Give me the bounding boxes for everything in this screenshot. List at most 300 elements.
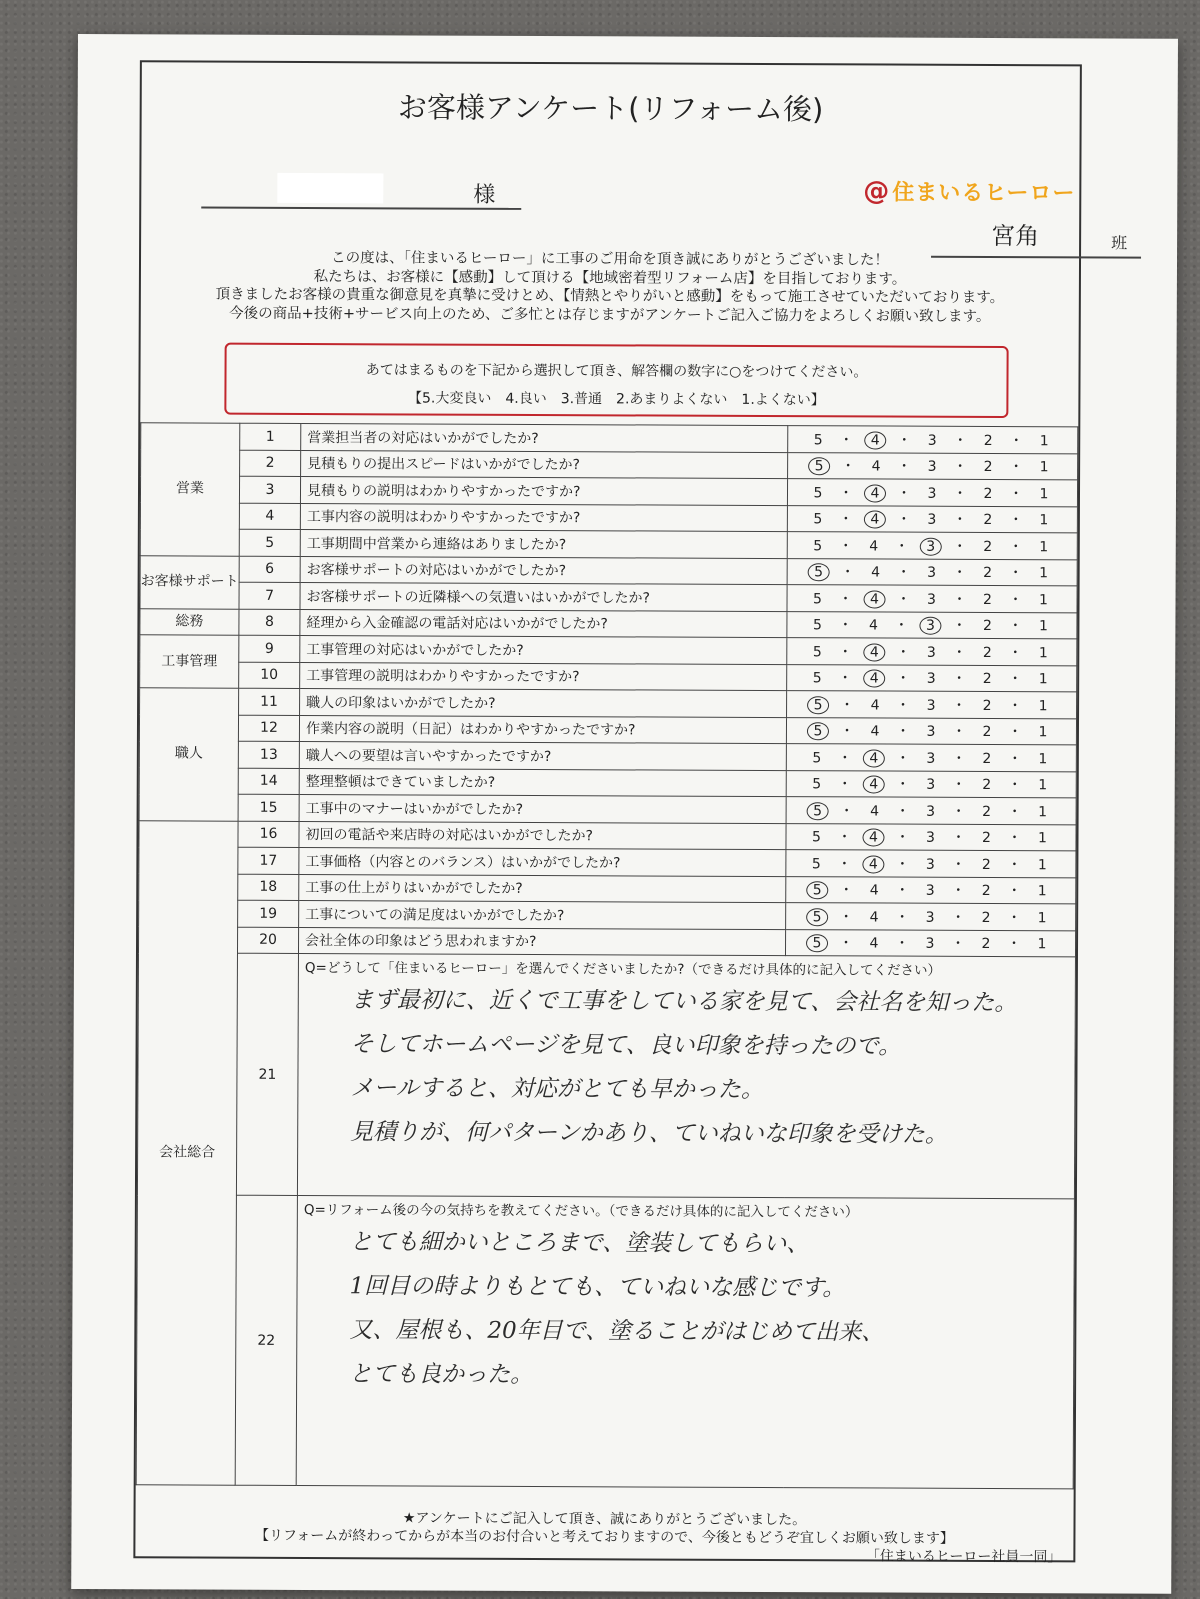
separator-dot: ・ [839, 432, 854, 449]
question-number: 16 [238, 821, 299, 848]
question-text: 工事中のマナーはいかがでしたか? [299, 794, 786, 823]
separator-dot: ・ [952, 565, 967, 582]
question-text: 営業担当者の対応はいかがでしたか? [301, 423, 788, 452]
question-number: 11 [239, 688, 300, 715]
rating-option[interactable]: 2 [983, 485, 993, 502]
rating-scale [787, 532, 1077, 560]
rating-scale [787, 479, 1077, 507]
free-answer-cell[interactable] [297, 953, 1075, 1198]
question-text: 見積もりの説明はわかりやすかったですか? [300, 476, 787, 505]
rating-option[interactable]: 5 [812, 617, 822, 634]
rating-option[interactable]: 4 [864, 590, 886, 608]
separator-dot: ・ [1008, 644, 1023, 661]
separator-dot: ・ [840, 697, 855, 714]
separator-dot: ・ [951, 830, 966, 847]
separator-dot: ・ [952, 671, 967, 688]
rating-option[interactable]: 3 [927, 591, 937, 608]
rating-option[interactable]: 3 [919, 617, 941, 635]
rating-legend: 【5.大変良い 4.良い 3.普通 2.あまりよくない 1.よくない】 [407, 390, 825, 409]
separator-dot: ・ [896, 485, 912, 502]
rating-option[interactable]: 4 [863, 749, 885, 767]
question-text: 工事内容の説明はわかりやすかったですか? [300, 503, 787, 532]
separator-dot: ・ [1008, 618, 1023, 635]
separator-dot: ・ [951, 909, 966, 926]
instruction-text: あてはまるものを下記から選択して頂き、解答欄の数字に○をつけてください。 [365, 362, 868, 381]
rating-option[interactable]: 2 [981, 909, 991, 926]
team-name-handwritten: 宮角 [991, 221, 1040, 251]
table-row [139, 767, 1076, 798]
rating-scale [787, 691, 1077, 719]
separator-dot: ・ [839, 909, 854, 926]
rating-option[interactable]: 5 [808, 457, 830, 475]
separator-dot: ・ [841, 458, 856, 475]
rating-option[interactable]: 3 [926, 776, 936, 793]
rating-option[interactable]: 5 [813, 484, 823, 502]
rating-option[interactable]: 4 [871, 458, 881, 475]
question-text: 経理から入金確認の電話対応はいかがでしたか? [300, 609, 787, 638]
table-row [140, 529, 1077, 560]
table-row [140, 555, 1077, 586]
rating-scale [788, 452, 1078, 480]
separator-dot: ・ [838, 670, 853, 687]
separator-dot: ・ [1007, 777, 1022, 794]
separator-dot: ・ [895, 856, 910, 873]
rating-scale [786, 744, 1076, 772]
handwritten-line: メールすると、対応がとても早かった。 [350, 1075, 765, 1104]
customer-name-line [201, 169, 521, 210]
separator-dot: ・ [895, 750, 910, 767]
category-label: 総務 [140, 608, 239, 635]
rating-option[interactable]: 1 [1039, 538, 1049, 555]
rating-option[interactable]: 5 [811, 829, 821, 846]
separator-dot: ・ [895, 776, 910, 793]
rating-scale [787, 558, 1077, 586]
separator-dot: ・ [896, 670, 911, 687]
rating-option[interactable]: 1 [1038, 724, 1048, 741]
separator-dot: ・ [1007, 750, 1022, 767]
question-text: 職人の印象はいかがでしたか? [300, 688, 787, 717]
rating-option[interactable]: 4 [862, 855, 884, 873]
rating-option[interactable]: 1 [1039, 512, 1049, 529]
rating-option[interactable]: 2 [982, 644, 992, 661]
rating-option[interactable]: 5 [806, 881, 828, 899]
separator-dot: ・ [951, 936, 966, 953]
separator-dot: ・ [1008, 565, 1023, 582]
rating-option[interactable]: 3 [926, 803, 936, 820]
rating-option[interactable]: 5 [813, 511, 823, 528]
rating-option[interactable]: 4 [869, 935, 879, 952]
table-row [139, 794, 1076, 825]
table-row [136, 1195, 1074, 1489]
intro-line: この度は、「住まいるヒーロー」に工事のご用命を頂き誠にありがとうございました！ [331, 250, 889, 269]
separator-dot: ・ [951, 750, 966, 767]
rating-option[interactable]: 4 [862, 829, 884, 847]
rating-option[interactable]: 2 [982, 671, 992, 688]
separator-dot: ・ [895, 829, 910, 846]
table-row [140, 582, 1077, 613]
free-question-prompt: Q=リフォーム後の今の気持ちを教えてください。（できるだけ具体的に記入してください） [303, 1201, 859, 1221]
separator-dot: ・ [1007, 803, 1022, 820]
logo-text: 住まいるヒーロー [892, 180, 1076, 207]
rating-option[interactable]: 3 [925, 935, 935, 952]
rating-option[interactable]: 1 [1037, 830, 1047, 847]
rating-option[interactable]: 2 [983, 565, 993, 582]
question-text: 工事期間中営業から連絡はありましたか? [300, 529, 787, 558]
question-number: 14 [238, 768, 299, 795]
handwritten-line: 見積りが、何パターンかあり、ていねいな印象を受けた。 [350, 1119, 948, 1148]
category-label: 会社総合 [136, 820, 238, 1485]
question-number: 8 [239, 609, 300, 636]
rating-option[interactable]: 5 [811, 855, 821, 872]
rating-scale [787, 585, 1077, 613]
rating-option[interactable]: 1 [1038, 697, 1048, 714]
separator-dot: ・ [952, 485, 968, 502]
separator-dot: ・ [1008, 697, 1023, 714]
rating-option[interactable]: 1 [1037, 883, 1047, 900]
rating-option[interactable]: 5 [812, 776, 822, 793]
category-label: 営業 [140, 423, 240, 556]
separator-dot: ・ [951, 724, 966, 741]
rating-option[interactable]: 3 [925, 909, 935, 926]
rating-scale [785, 929, 1075, 957]
footer-signature: 「住まいるヒーロー社員一同」 [865, 1548, 1062, 1566]
rating-option[interactable]: 2 [982, 618, 992, 635]
rating-option[interactable]: 3 [926, 697, 936, 714]
company-logo [863, 175, 1075, 207]
rating-option[interactable]: 1 [1039, 485, 1049, 502]
handwritten-line: とても良かった。 [349, 1361, 534, 1388]
separator-dot: ・ [895, 935, 910, 952]
instruction-banner [224, 343, 1008, 418]
question-number: 9 [239, 635, 300, 662]
separator-dot: ・ [895, 882, 910, 899]
rating-option[interactable]: 1 [1038, 618, 1048, 635]
rating-scale [786, 903, 1076, 931]
separator-dot: ・ [952, 512, 967, 529]
rating-option[interactable]: 4 [868, 617, 878, 634]
rating-option[interactable]: 2 [981, 856, 991, 873]
table-row [139, 714, 1076, 745]
question-number: 15 [238, 794, 299, 821]
question-text: 工事管理の対応はいかがでしたか? [300, 635, 787, 664]
rating-option[interactable]: 4 [870, 697, 880, 714]
survey-table [136, 422, 1079, 1489]
rating-option[interactable]: 2 [982, 803, 992, 820]
category-label: お客様サポート [140, 555, 239, 608]
separator-dot: ・ [896, 511, 911, 528]
rating-option[interactable]: 1 [1037, 856, 1047, 873]
separator-dot: ・ [1009, 459, 1024, 476]
rating-option[interactable]: 3 [927, 458, 937, 476]
separator-dot: ・ [895, 909, 910, 926]
question-number: 3 [239, 476, 300, 503]
question-number: 2 [240, 450, 301, 477]
separator-dot: ・ [953, 459, 968, 476]
question-text: 見積もりの提出スピードはいかがでしたか? [301, 450, 788, 479]
separator-dot: ・ [951, 883, 966, 900]
handwritten-answer [297, 1220, 1074, 1399]
table-row [140, 476, 1077, 507]
handwritten-answer [298, 978, 1075, 1157]
footer-thanks: ★アンケートにご記入して頂き、誠にありがとうございました。 [402, 1510, 807, 1529]
handwritten-line: まず最初に、近くで工事をしている家を見て、会社名を知った。 [350, 987, 1018, 1017]
separator-dot: ・ [838, 591, 853, 608]
rating-option[interactable]: 1 [1038, 671, 1048, 688]
rating-option[interactable]: 4 [863, 643, 885, 661]
logo-mark-icon: @ [863, 176, 891, 207]
separator-dot: ・ [894, 538, 909, 555]
separator-dot: ・ [952, 538, 967, 555]
question-number: 10 [239, 662, 300, 689]
survey-frame [133, 60, 1128, 1566]
separator-dot: ・ [837, 829, 852, 846]
question-text: 会社全体の印象はどう思われますか? [298, 927, 785, 956]
handwritten-line: 又、屋根も、20年目で、塗ることがはじめて出来、 [349, 1317, 885, 1346]
rating-option[interactable]: 2 [983, 459, 993, 476]
rating-option[interactable]: 2 [982, 777, 992, 794]
rating-option[interactable]: 1 [1039, 432, 1049, 449]
rating-option[interactable]: 4 [869, 909, 879, 926]
rating-option[interactable]: 2 [981, 830, 991, 847]
question-text: お客様サポートの対応はいかがでしたか? [300, 556, 787, 585]
separator-dot: ・ [838, 485, 854, 502]
question-number: 18 [238, 874, 299, 901]
rating-option[interactable]: 3 [927, 432, 937, 449]
rating-option[interactable]: 3 [926, 723, 936, 740]
rating-option[interactable]: 1 [1039, 591, 1049, 608]
separator-dot: ・ [951, 856, 966, 873]
question-text: 職人への要望は言いやすかったですか? [299, 741, 786, 770]
separator-dot: ・ [837, 750, 852, 767]
rating-option[interactable]: 5 [812, 749, 822, 767]
rating-option[interactable]: 3 [925, 882, 935, 899]
rating-option[interactable]: 5 [806, 908, 828, 926]
table-row [140, 688, 1077, 719]
table-row [140, 661, 1077, 692]
separator-dot: ・ [1008, 591, 1023, 608]
rating-option[interactable]: 4 [863, 776, 885, 794]
rating-option[interactable]: 3 [927, 511, 937, 528]
separator-dot: ・ [894, 617, 909, 634]
survey-footer [135, 1508, 1073, 1566]
separator-dot: ・ [838, 538, 853, 555]
rating-option[interactable]: 3 [926, 670, 936, 687]
intro-text [141, 248, 1079, 326]
rating-option[interactable]: 1 [1038, 777, 1048, 794]
separator-dot: ・ [1009, 432, 1024, 449]
question-number: 19 [238, 900, 299, 927]
rating-scale [787, 505, 1077, 533]
rating-option[interactable]: 4 [864, 484, 886, 502]
rating-option[interactable]: 2 [983, 432, 993, 449]
rating-option[interactable]: 4 [863, 670, 885, 688]
rating-option[interactable]: 5 [807, 722, 829, 740]
rating-option[interactable]: 3 [920, 537, 942, 555]
rating-option[interactable]: 5 [812, 643, 822, 661]
separator-dot: ・ [952, 644, 967, 661]
category-label: 職人 [139, 688, 239, 821]
separator-dot: ・ [1008, 671, 1023, 688]
separator-dot: ・ [896, 591, 911, 608]
separator-dot: ・ [1008, 512, 1023, 529]
separator-dot: ・ [839, 882, 854, 899]
rating-option[interactable]: 2 [982, 697, 992, 714]
separator-dot: ・ [952, 697, 967, 714]
question-number: 20 [237, 927, 298, 954]
handwritten-line: そしてホームページを見て、良い印象を持ったので。 [350, 1031, 902, 1060]
question-number: 5 [239, 529, 300, 556]
rating-scale [786, 850, 1076, 878]
handwritten-line: 1回目の時よりもとても、ていねいな感じです。 [349, 1273, 846, 1302]
table-row [139, 820, 1076, 851]
footer-message: 【リフォームが終わってからが本当のお付合いと考えておりますので、今後ともどうぞ宜しくお願い致します】 [254, 1527, 954, 1547]
separator-dot: ・ [837, 776, 852, 793]
team-suffix: 班 [1111, 233, 1128, 253]
separator-dot: ・ [1008, 538, 1023, 555]
question-text: 工事管理の説明はわかりやすかったですか? [300, 662, 787, 691]
rating-option[interactable]: 2 [983, 538, 993, 555]
separator-dot: ・ [895, 723, 910, 740]
rating-option[interactable]: 5 [806, 934, 828, 952]
table-row [138, 926, 1075, 957]
rating-scale [787, 664, 1077, 692]
question-text: 作業内容の説明（日記）はわかりやすかったですか? [299, 715, 786, 744]
rating-option[interactable]: 1 [1037, 909, 1047, 926]
separator-dot: ・ [897, 458, 912, 475]
separator-dot: ・ [953, 432, 968, 449]
survey-title: お客様アンケート(リフォーム後) [397, 90, 824, 127]
rating-option[interactable]: 3 [925, 856, 935, 873]
separator-dot: ・ [839, 723, 854, 740]
table-row [140, 635, 1077, 666]
separator-dot: ・ [897, 432, 912, 449]
rating-scale [787, 611, 1077, 639]
rating-option[interactable]: 1 [1038, 750, 1048, 767]
rating-option[interactable]: 5 [812, 670, 822, 687]
separator-dot: ・ [837, 856, 852, 873]
category-label: 工事管理 [140, 635, 239, 688]
separator-dot: ・ [1007, 724, 1022, 741]
rating-scale [786, 717, 1076, 745]
rating-option[interactable]: 3 [925, 829, 935, 846]
separator-dot: ・ [1007, 883, 1022, 900]
rating-scale [788, 426, 1078, 454]
intro-line: 私たちは、お客様に【感動】して頂ける【地域密着型リフォーム店】を目指しております。 [313, 268, 907, 288]
rating-scale [786, 770, 1076, 798]
rating-option[interactable]: 1 [1037, 936, 1047, 953]
rating-option[interactable]: 3 [927, 485, 937, 502]
table-row [141, 449, 1078, 480]
question-number: 1 [240, 423, 301, 450]
question-text: お客様サポートの近隣様への気遣いはいかがでしたか? [300, 582, 787, 611]
rating-scale [786, 876, 1076, 904]
free-answer-cell[interactable] [296, 1195, 1074, 1488]
separator-dot: ・ [1007, 856, 1022, 873]
question-number: 22 [235, 1195, 297, 1485]
separator-dot: ・ [838, 511, 853, 528]
table-row [139, 873, 1076, 904]
rating-option[interactable]: 3 [927, 564, 937, 581]
separator-dot: ・ [1007, 830, 1022, 847]
rating-option[interactable]: 4 [869, 538, 879, 555]
rating-option[interactable]: 4 [870, 723, 880, 740]
customer-suffix: 様 [473, 182, 496, 208]
rating-option[interactable]: 4 [870, 803, 880, 820]
separator-dot: ・ [840, 564, 855, 581]
table-row [137, 953, 1075, 1199]
rating-option[interactable]: 2 [981, 936, 991, 953]
free-question-prompt: Q=どうして「住まいるヒーロー」を選んでくださいましたか?（できるだけ具体的に記入してください） [304, 959, 942, 979]
rating-option[interactable]: 4 [864, 431, 886, 449]
question-text: 工事の仕上がりはいかがでしたか? [299, 874, 786, 903]
separator-dot: ・ [839, 935, 854, 952]
rating-scale [787, 638, 1077, 666]
table-row [141, 423, 1078, 454]
question-number: 4 [239, 503, 300, 530]
separator-dot: ・ [1007, 936, 1022, 953]
separator-dot: ・ [839, 803, 854, 820]
question-text: 工事価格（内容とのバランス）はいかがでしたか? [299, 847, 786, 876]
handwritten-line: とても細かいところまで、塗装してもらい、 [349, 1229, 810, 1258]
rating-scale [786, 797, 1076, 825]
question-number: 6 [239, 556, 300, 583]
redacted-name [277, 173, 383, 203]
rating-option[interactable]: 2 [983, 591, 993, 608]
table-row [139, 741, 1076, 772]
rating-option[interactable]: 1 [1039, 565, 1049, 582]
survey-paper [71, 34, 1178, 1594]
separator-dot: ・ [951, 777, 966, 794]
separator-dot: ・ [1007, 909, 1022, 926]
question-number: 7 [239, 582, 300, 609]
separator-dot: ・ [952, 591, 967, 608]
separator-dot: ・ [896, 644, 911, 661]
rating-option[interactable]: 5 [808, 563, 830, 581]
rating-option[interactable]: 1 [1039, 459, 1049, 476]
rating-option[interactable]: 3 [926, 644, 936, 661]
question-number: 17 [238, 847, 299, 874]
rating-scale [786, 823, 1076, 851]
question-number: 21 [236, 953, 298, 1195]
rating-option[interactable]: 4 [864, 511, 886, 529]
rating-option[interactable]: 4 [869, 882, 879, 899]
rating-option[interactable]: 2 [981, 883, 991, 900]
rating-option[interactable]: 5 [813, 431, 823, 449]
rating-option[interactable]: 5 [807, 802, 829, 820]
rating-option[interactable]: 5 [807, 696, 829, 714]
separator-dot: ・ [895, 803, 910, 820]
rating-option[interactable]: 3 [926, 750, 936, 767]
separator-dot: ・ [838, 644, 853, 661]
question-text: 工事についての満足度はいかがでしたか? [299, 900, 786, 929]
rating-option[interactable]: 1 [1038, 644, 1048, 661]
rating-option[interactable]: 2 [982, 724, 992, 741]
rating-option[interactable]: 4 [871, 564, 881, 581]
separator-dot: ・ [952, 618, 967, 635]
rating-option[interactable]: 5 [813, 537, 823, 555]
table-row [139, 900, 1076, 931]
rating-option[interactable]: 1 [1038, 803, 1048, 820]
separator-dot: ・ [896, 697, 911, 714]
separator-dot: ・ [896, 564, 911, 581]
rating-option[interactable]: 2 [982, 750, 992, 767]
table-row [140, 502, 1077, 533]
table-row [139, 847, 1076, 878]
separator-dot: ・ [951, 803, 966, 820]
rating-option[interactable]: 2 [983, 512, 993, 529]
rating-option[interactable]: 5 [813, 590, 823, 608]
separator-dot: ・ [838, 617, 853, 634]
